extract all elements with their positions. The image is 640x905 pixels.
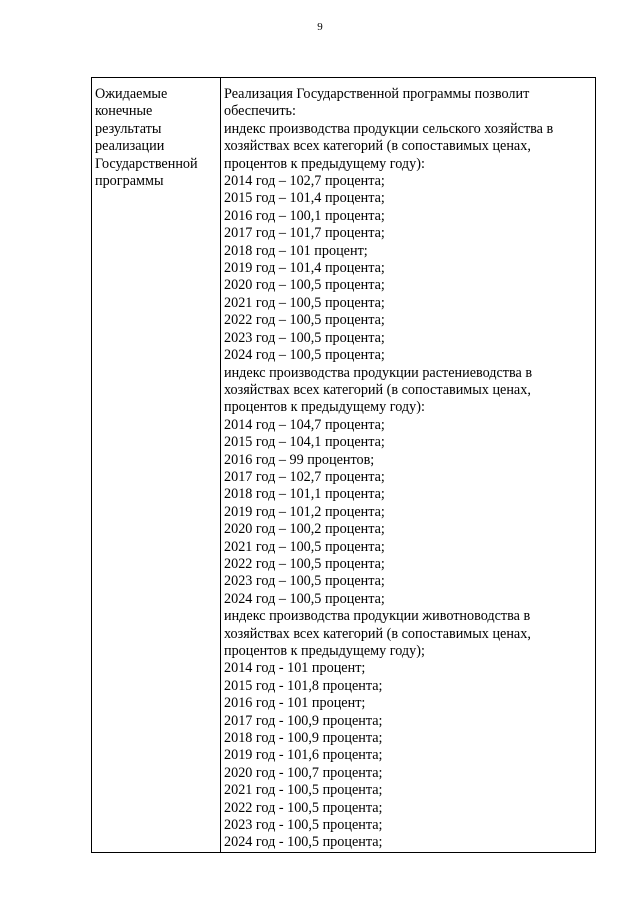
label-text-line: Государственной: [95, 155, 198, 172]
body-text-line: индекс производства продукции сельского хозяйства в: [224, 120, 554, 137]
body-text-line: 2019 год – 101,2 процента;: [224, 503, 385, 520]
body-text-line: 2022 год – 100,5 процента;: [224, 312, 385, 329]
body-text-line: 2021 год – 100,5 процента;: [224, 294, 385, 311]
body-text-line: обеспечить:: [224, 103, 296, 120]
body-text-line: 2018 год - 100,9 процента;: [224, 730, 383, 747]
body-text-line: 2020 год – 100,2 процента;: [224, 521, 385, 538]
body-text-line: хозяйствах всех категорий (в сопоставимых ценах,: [224, 381, 531, 398]
body-text-line: 2015 год - 101,8 процента;: [224, 677, 383, 694]
body-text-line: 2018 год – 101 процент;: [224, 242, 368, 259]
body-text-line: 2016 год – 99 процентов;: [224, 451, 375, 468]
body-text-line: 2017 год – 101,7 процента;: [224, 225, 385, 242]
body-text-line: 2015 год – 104,1 процента;: [224, 434, 385, 451]
body-text-line: 2017 год – 102,7 процента;: [224, 468, 385, 485]
body-text-line: 2016 год – 100,1 процента;: [224, 207, 385, 224]
body-text-line: 2024 год - 100,5 процента;: [224, 834, 383, 851]
body-text-line: 2023 год - 100,5 процента;: [224, 817, 383, 834]
body-text-line: 2014 год – 104,7 процента;: [224, 416, 385, 433]
body-text-line: 2023 год – 100,5 процента;: [224, 573, 385, 590]
body-text-line: 2020 год – 100,5 процента;: [224, 277, 385, 294]
body-text-line: 2021 год - 100,5 процента;: [224, 782, 383, 799]
body-text-line: процентов к предыдущему году);: [224, 643, 425, 659]
body-text-line: индекс производства продукции растениеводства в: [224, 364, 533, 381]
label-text-line: реализации: [95, 138, 165, 155]
page-number: 9: [317, 21, 323, 33]
row-body: [224, 86, 592, 852]
body-text-line: 2014 год - 101 процент;: [224, 660, 366, 677]
row-label: [95, 86, 217, 190]
body-text-line: 2019 год - 101,6 процента;: [224, 747, 383, 764]
body-text-line: Реализация Государственной программы позволит: [224, 86, 530, 102]
label-text-line: результаты: [95, 120, 162, 137]
body-text-line: 2020 год - 100,7 процента;: [224, 764, 383, 781]
row-label-cell: [92, 78, 221, 853]
body-text-line: 2022 год - 100,5 процента;: [224, 799, 383, 816]
body-text-line: индекс производства продукции животноводства в: [224, 608, 531, 625]
body-text-line: 2018 год – 101,1 процента;: [224, 486, 385, 503]
body-text-line: процентов к предыдущему году):: [224, 399, 425, 416]
body-text-line: 2017 год - 100,9 процента;: [224, 712, 383, 729]
label-text-line: Ожидаемые: [95, 86, 168, 102]
row-body-cell: [221, 78, 596, 853]
label-text-line: программы: [95, 173, 164, 190]
body-text-line: 2015 год – 101,4 процента;: [224, 190, 385, 207]
table-row: [92, 78, 596, 853]
body-text-line: хозяйствах всех категорий (в сопоставимых ценах,: [224, 625, 531, 642]
body-text-line: 2014 год – 102,7 процента;: [224, 173, 385, 190]
body-text-line: процентов к предыдущему году):: [224, 155, 425, 172]
body-text-line: 2024 год – 100,5 процента;: [224, 590, 385, 607]
body-text-line: 2021 год – 100,5 процента;: [224, 538, 385, 555]
label-text-line: конечные: [95, 103, 153, 120]
body-text-line: 2016 год - 101 процент;: [224, 695, 366, 712]
body-text-line: 2024 год – 100,5 процента;: [224, 347, 385, 364]
body-text-line: 2022 год – 100,5 процента;: [224, 555, 385, 572]
body-text-line: 2019 год – 101,4 процента;: [224, 260, 385, 277]
program-results-table: [91, 77, 596, 853]
body-text-line: хозяйствах всех категорий (в сопоставимых ценах,: [224, 138, 531, 155]
body-text-line: 2023 год – 100,5 процента;: [224, 329, 385, 346]
